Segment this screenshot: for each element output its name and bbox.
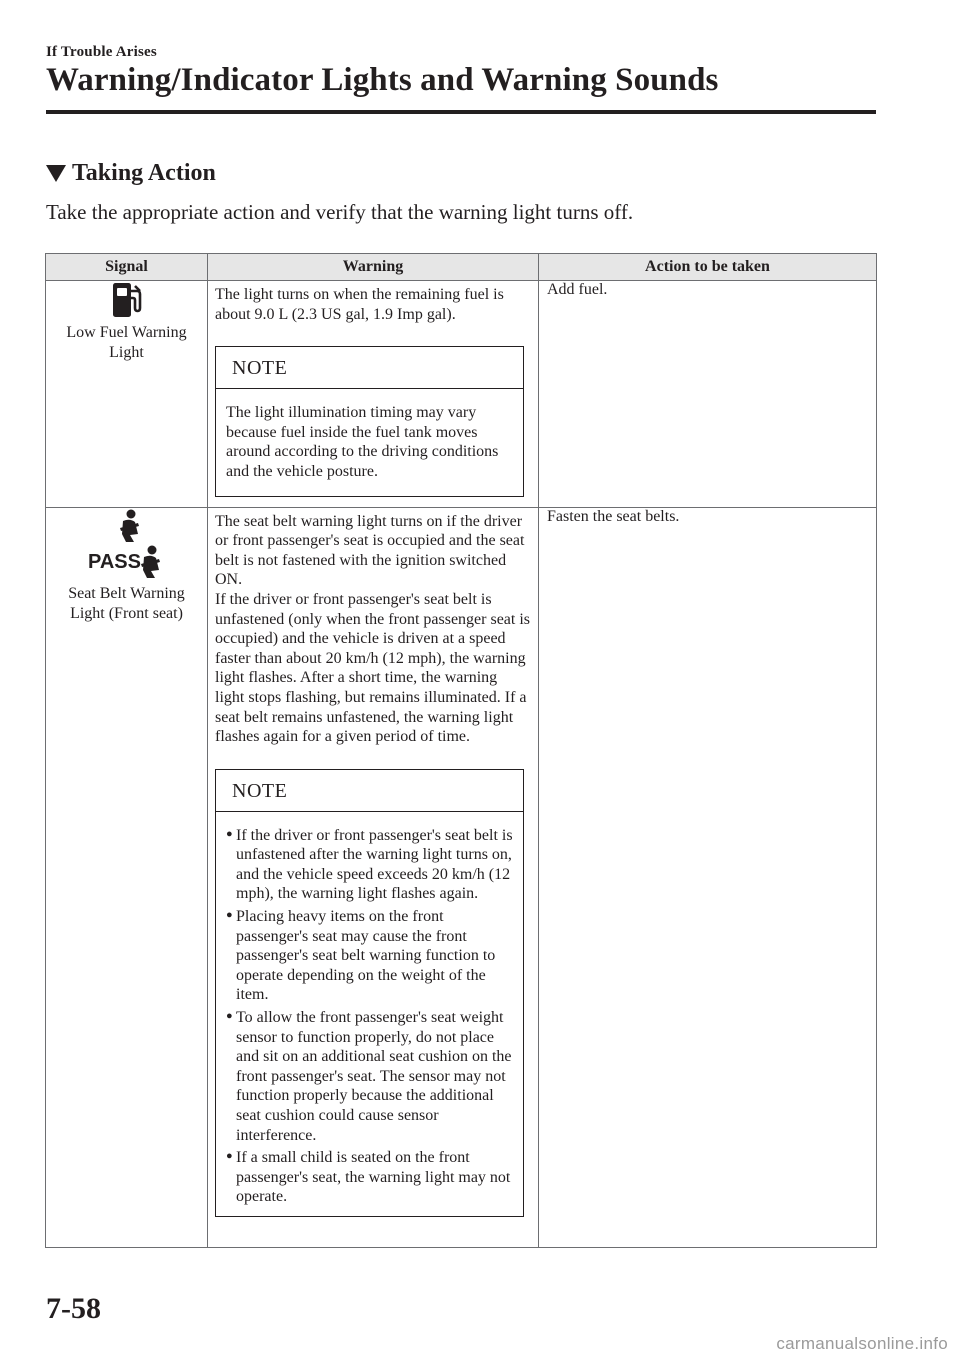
table-header-row [46,254,877,281]
note-box [215,346,524,496]
watermark: carmanualsonline.info [776,1334,948,1353]
list-item: ● To allow the front passenger's seat weight sensor to function properly, do not place and sit on an additional seat cushion on the front passenger's seat. The sensor may not function properly because the additional seat cushion could cause sensor interference. [226,1009,512,1144]
action-cell: Fasten the seat belts. [539,507,877,1247]
table-row [46,281,877,508]
warning-text: The light turns on when the remaining fuel is about 9.0 L (2.3 US gal, 1.9 Imp gal). [215,286,504,323]
column-header-signal: Signal [46,254,208,281]
note-title: NOTE [216,770,523,812]
bullet-icon: ● [226,827,233,840]
note-box [215,769,524,1217]
subheading-text: Taking Action [72,160,216,186]
bullet-icon: ● [226,1010,233,1023]
note-list [216,812,523,1216]
title-divider [46,110,876,114]
bullet-icon: ● [226,909,233,922]
page-number: 7-58 [46,1292,101,1325]
note-title: NOTE [216,347,523,389]
list-item: ● Placing heavy items on the front passenger's seat may cause the front passenger's seat belt warning function to operate depending on the weight of the item. [226,908,496,1004]
warning-table [45,253,877,1248]
page-title: Warning/Indicator Lights and Warning Sounds [46,62,719,98]
signal-cell [46,281,208,508]
triangle-marker-icon [46,165,66,182]
subheading [46,160,216,187]
column-header-action: Action to be taken [539,254,877,281]
note-text: The light illumination timing may vary because fuel inside the fuel tank moves around according to the driving conditions and the vehicle posture. [226,404,499,480]
bullet-icon: ● [226,1150,233,1163]
list-item: ● If a small child is seated on the front passenger's seat, the warning light may not operate. [226,1149,511,1206]
table-row [46,507,877,1247]
seat-belt-icon [86,508,168,580]
warning-text: If the driver or front passenger's seat belt is unfastened (only when the front passenger seat is occupied) and the vehicle is driven at a speed faster than about 20 km/h (12 mph), the warning light flashes. After a short time, the warning light stops flashing, but remains illuminated. If a seat belt remains unfastened, the warning light flashes again for a given period of time. [215,590,531,746]
signal-label: Low Fuel Warning Light [66,324,187,361]
warning-cell [208,281,539,508]
signal-label: Seat Belt Warning Light (Front seat) [68,584,185,622]
pass-label: PASS [87,550,141,573]
fuel-pump-icon [107,281,147,319]
list-item: ● If the driver or front passenger's seat belt is unfastened after the warning light turns on, and the vehicle speed exceeds 20 km/h (12 mph), the warning light flashes again. [226,826,513,903]
section-label: If Trouble Arises [46,44,157,60]
action-cell: Add fuel. [539,281,877,508]
warning-text: The seat belt warning light turns on if the driver or front passenger's seat is occupied and the seat belt is not fastened with the ignition switched ON. [215,512,525,589]
column-header-warning: Warning [208,254,539,281]
intro-paragraph: Take the appropriate action and verify that the warning light turns off. [46,200,634,224]
signal-cell [46,507,208,1247]
warning-cell [208,507,539,1247]
